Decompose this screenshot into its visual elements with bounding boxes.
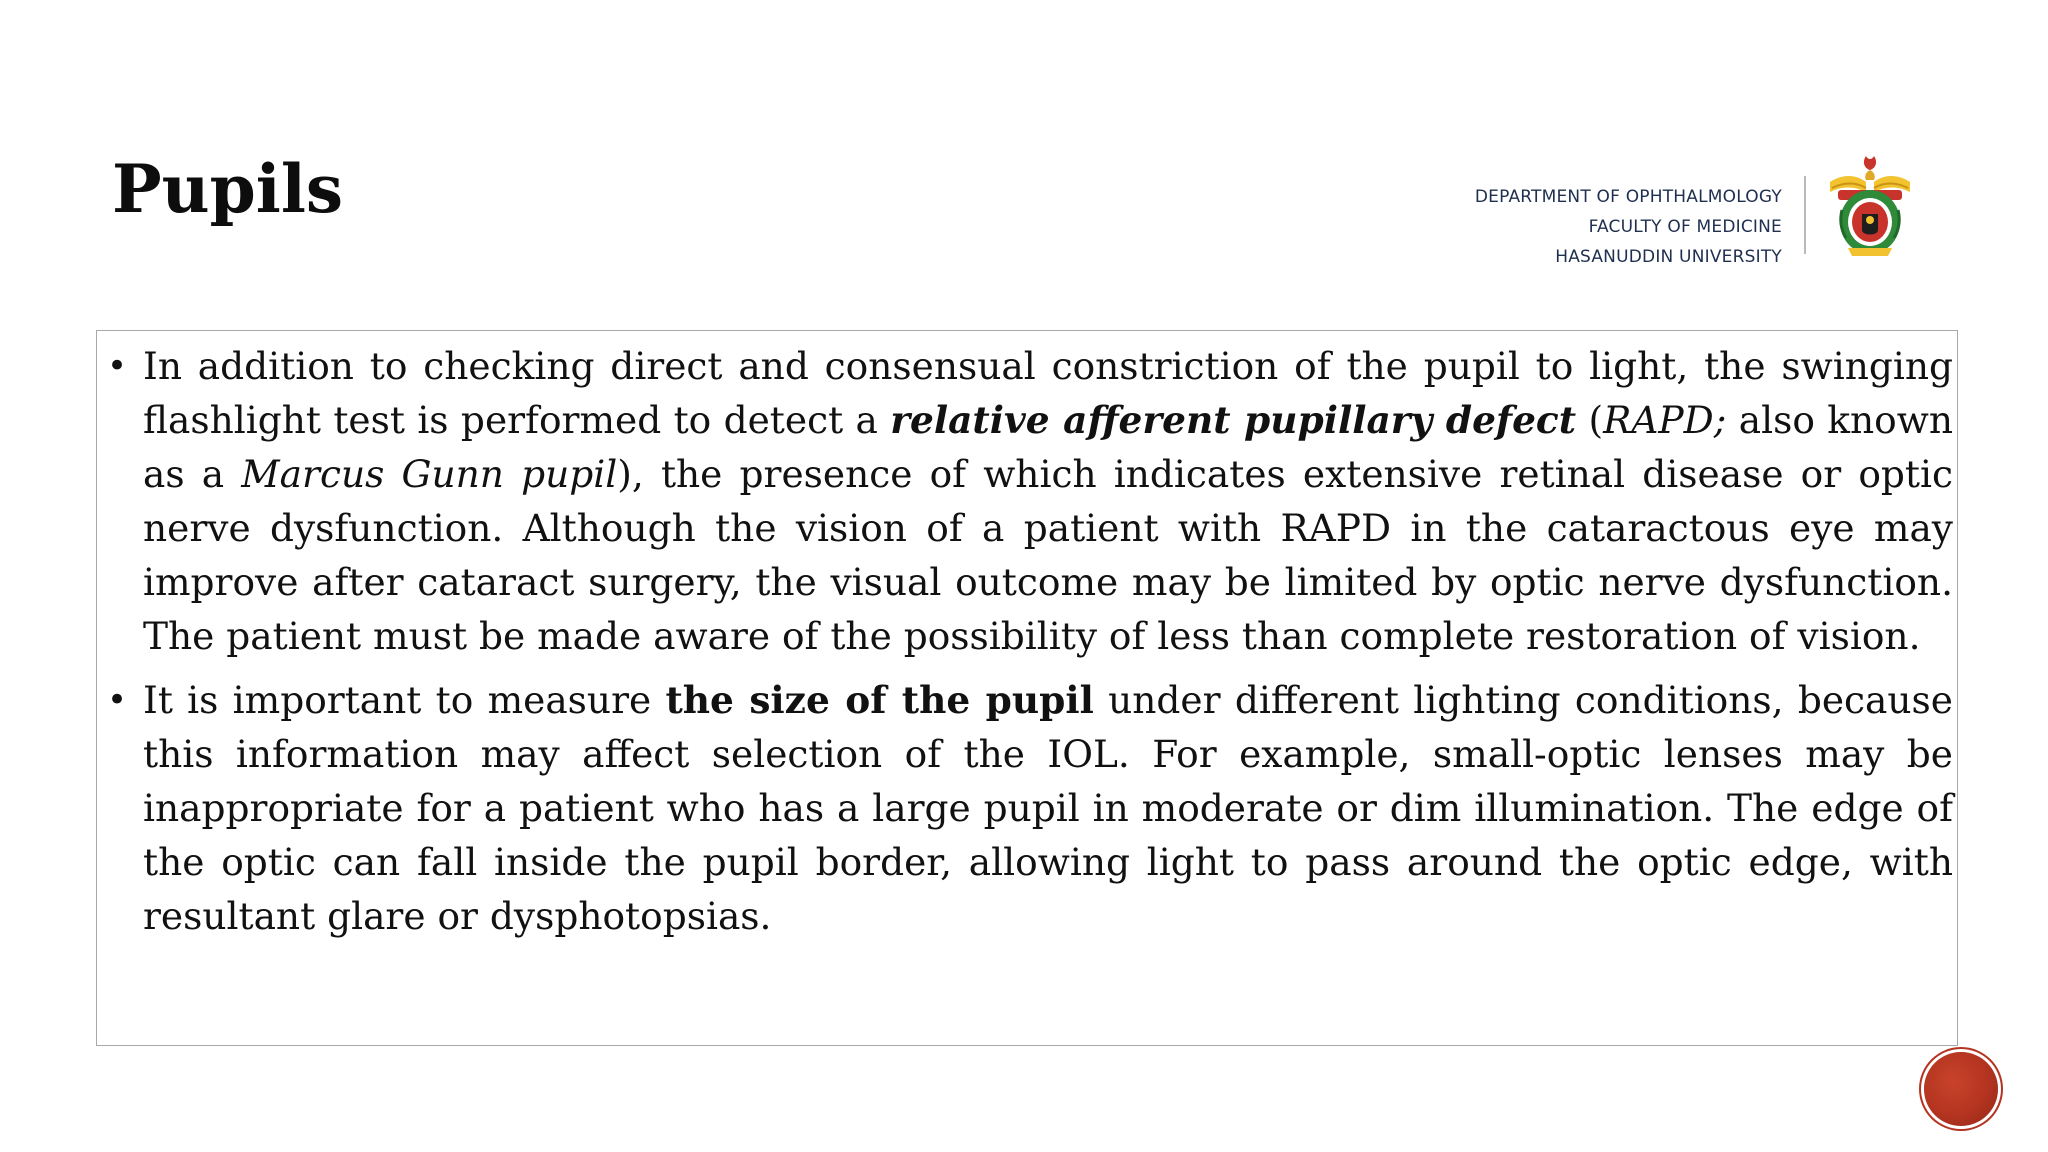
bullet-text: under different lighting conditions, because this information may affect selection of the IOL. For example, small-optic lenses may be inappropriate for a patient who has a large pupil in moderate or dim illumination. The edge of the optic can fall inside the pupil border, allowing light to pass around the optic edge, with resultant glare or dysphotopsias. xyxy=(143,678,1953,938)
eponym-term: Marcus Gunn pupil xyxy=(241,452,618,496)
bullet-item-rapd xyxy=(107,339,1953,663)
bullet-item-pupil-size xyxy=(107,673,1953,943)
bullet-text: ), the presence of which indicates extensive retinal disease or optic nerve dysfunction. Although the vision of a patient with RAPD in the cataractous eye may improve after cataract surgery, the visual outcome may be limited by optic nerve dysfunction. The patient must be made aware of the possibility of less than complete restoration of vision. xyxy=(143,452,1953,658)
content-box xyxy=(96,330,1958,1046)
abbreviation: RAPD; xyxy=(1603,398,1727,442)
faculty-name: FACULTY OF MEDICINE xyxy=(1588,217,1782,237)
university-name: HASANUDDIN UNIVERSITY xyxy=(1555,247,1782,267)
bullet-text: In addition to checking direct and consensual constriction of the pupil to light, the swinging flashlight test is performed to detect a xyxy=(143,344,1953,442)
bullet-text: also known as a xyxy=(143,398,1953,496)
department-name: DEPARTMENT OF OPHTHALMOLOGY xyxy=(1474,187,1782,207)
bullet-dot-icon: • xyxy=(107,680,128,720)
emphasis-term: relative afferent pupillary defect xyxy=(890,398,1577,442)
emphasis-term: the size of the pupil xyxy=(665,678,1094,722)
institution-divider xyxy=(1804,176,1806,254)
slide-nav-button[interactable] xyxy=(1924,1052,1998,1126)
bullet-list xyxy=(107,339,1959,953)
bullet-text: It is important to measure xyxy=(143,678,666,722)
university-emblem-icon xyxy=(1822,152,1918,260)
bullet-text: ( xyxy=(1576,398,1604,442)
bullet-dot-icon: • xyxy=(107,346,128,386)
institution-block xyxy=(1362,182,1782,272)
slide-title: Pupils xyxy=(112,150,344,228)
